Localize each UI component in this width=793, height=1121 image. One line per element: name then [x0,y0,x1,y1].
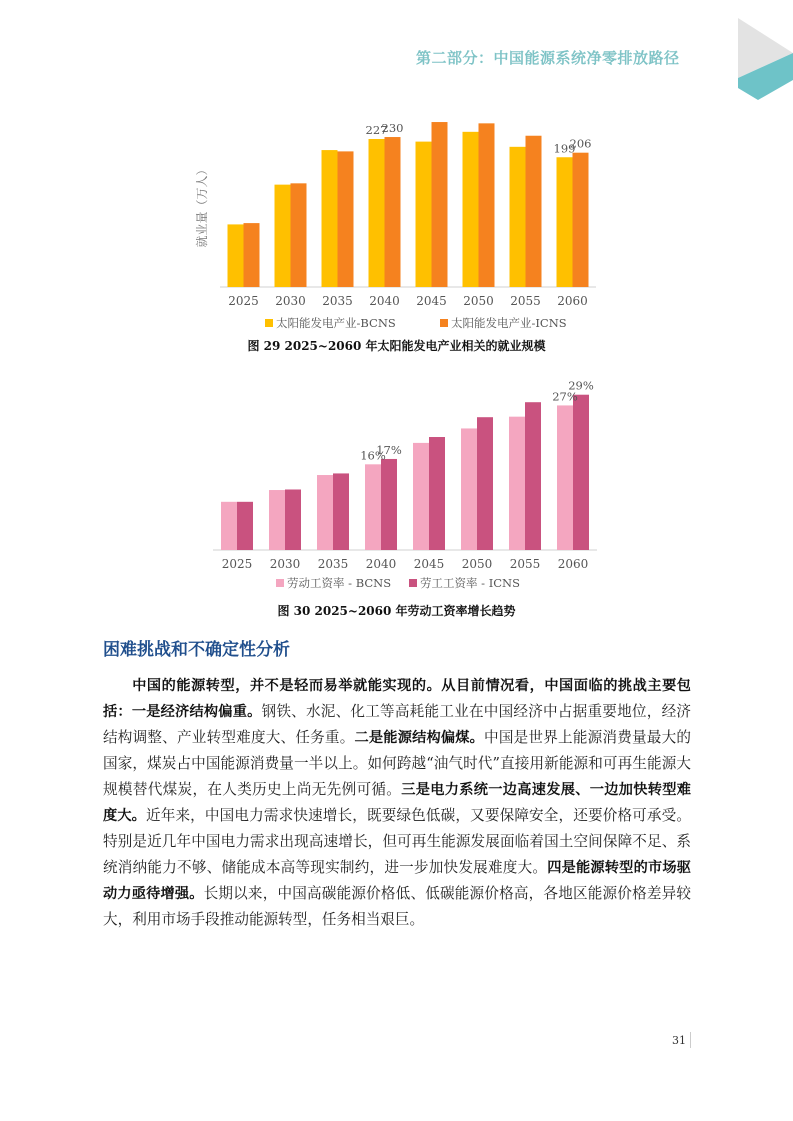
bar-s0-2060 [557,405,573,550]
x-tick-label: 2055 [509,557,541,571]
legend-label: 太阳能发电产业-ICNS [451,316,567,330]
y-axis-label: 就业量（万人） [195,163,209,248]
data-label: 206 [569,136,592,151]
x-tick-label: 2060 [557,294,588,308]
bar-s0-2030 [269,490,285,550]
bar-s1-2025 [237,502,253,550]
section-heading: 困难挑战和不确定性分析 [103,640,290,660]
text-run: 钢铁、水泥、化工等高耗能工业在中国经济中占据重要地位，经济结构调整、产业转型难度大、任务重。 [103,703,691,746]
x-tick-label: 2025 [228,294,259,308]
data-label: 230 [381,121,404,136]
legend-swatch [276,579,284,587]
bar-s0-2055 [509,417,525,550]
bar-s1-2030 [285,489,301,550]
data-label: 29% [568,378,594,393]
text-run: 近年来，中国电力需求快速增长，既要绿色低碳，又要保障安全，还要价格可承受。特别是近几年中国电力需求出现高速增长，但可再生能源发展面临着国土空间保障不足、系统消纳能力不够、储能成本高等现实制约，进一步加快发展难度大。 [103,807,691,876]
x-tick-label: 2030 [275,294,306,308]
page-number-divider [690,1032,691,1048]
bar-s1-2060 [573,395,589,550]
x-tick-label: 2045 [413,557,445,571]
bold-run: 四是能源转型的市场驱动力亟待增强。 [103,860,691,902]
bar-s0-2035 [317,475,333,550]
data-label: 16% [360,448,386,463]
x-tick-label: 2035 [317,557,349,571]
x-tick-label: 2060 [557,557,589,571]
legend-label: 劳工工资率 - ICNS [420,576,520,590]
x-tick-label: 2030 [269,557,301,571]
bold-run: 三是电力系统一边高速发展、一边加快转型难度大。 [103,782,691,824]
bold-run: 二是能源结构偏煤。 [354,730,485,746]
legend-label: 劳动工资率 - BCNS [287,576,392,590]
bar-s1-2050 [477,417,493,550]
data-label: 199 [553,141,576,156]
running-header: 第二部分：中国能源系统净零排放路径 [416,49,680,67]
bold-run: 中国的能源转型，并不是轻而易举就能实现的。从目前情况看，中国面临的挑战主要包括：一是经济结构偏重。 [103,678,691,720]
body-paragraph [103,673,691,933]
x-tick-label: 2040 [365,557,397,571]
bar-s0-2050 [461,428,477,550]
x-tick-label: 2050 [461,557,493,571]
bar-s1-2045 [429,437,445,550]
data-label: 27% [552,389,578,404]
page-number: 31 [672,1034,686,1047]
bar-s1-2035 [333,473,349,550]
x-tick-label: 2050 [463,294,494,308]
text-run: 中国是世界上能源消费量最大的国家，煤炭占中国能源消费量一半以上。如何跨越“油气时代”直接用新能源和可再生能源大规模替代煤炭，在人类历史上尚无先例可循。 [103,729,691,798]
x-tick-label: 2040 [369,294,400,308]
figure-30-caption: 图 30 2025~2060 年劳动工资率增长趋势 [277,604,516,618]
bar-s0-2040 [365,464,381,550]
x-tick-label: 2035 [322,294,353,308]
x-tick-label: 2045 [416,294,447,308]
legend-swatch [409,579,417,587]
bar-s0-2025 [221,502,237,550]
bar-s0-2045 [413,443,429,550]
bar-s1-2040 [381,459,397,550]
legend-label: 太阳能发电产业-BCNS [276,316,396,330]
data-label: 17% [376,442,402,457]
x-tick-label: 2025 [221,557,253,571]
bar-s1-2055 [525,402,541,550]
text-run: 长期以来，中国高碳能源价格低、低碳能源价格高，各地区能源价格差异较大，利用市场手段推动能源转型，任务相当艰巨。 [103,885,691,928]
data-label: 227 [365,122,388,137]
figure-29-caption: 图 29 2025~2060 年太阳能发电产业相关的就业规模 [247,339,546,353]
x-tick-label: 2055 [510,294,541,308]
